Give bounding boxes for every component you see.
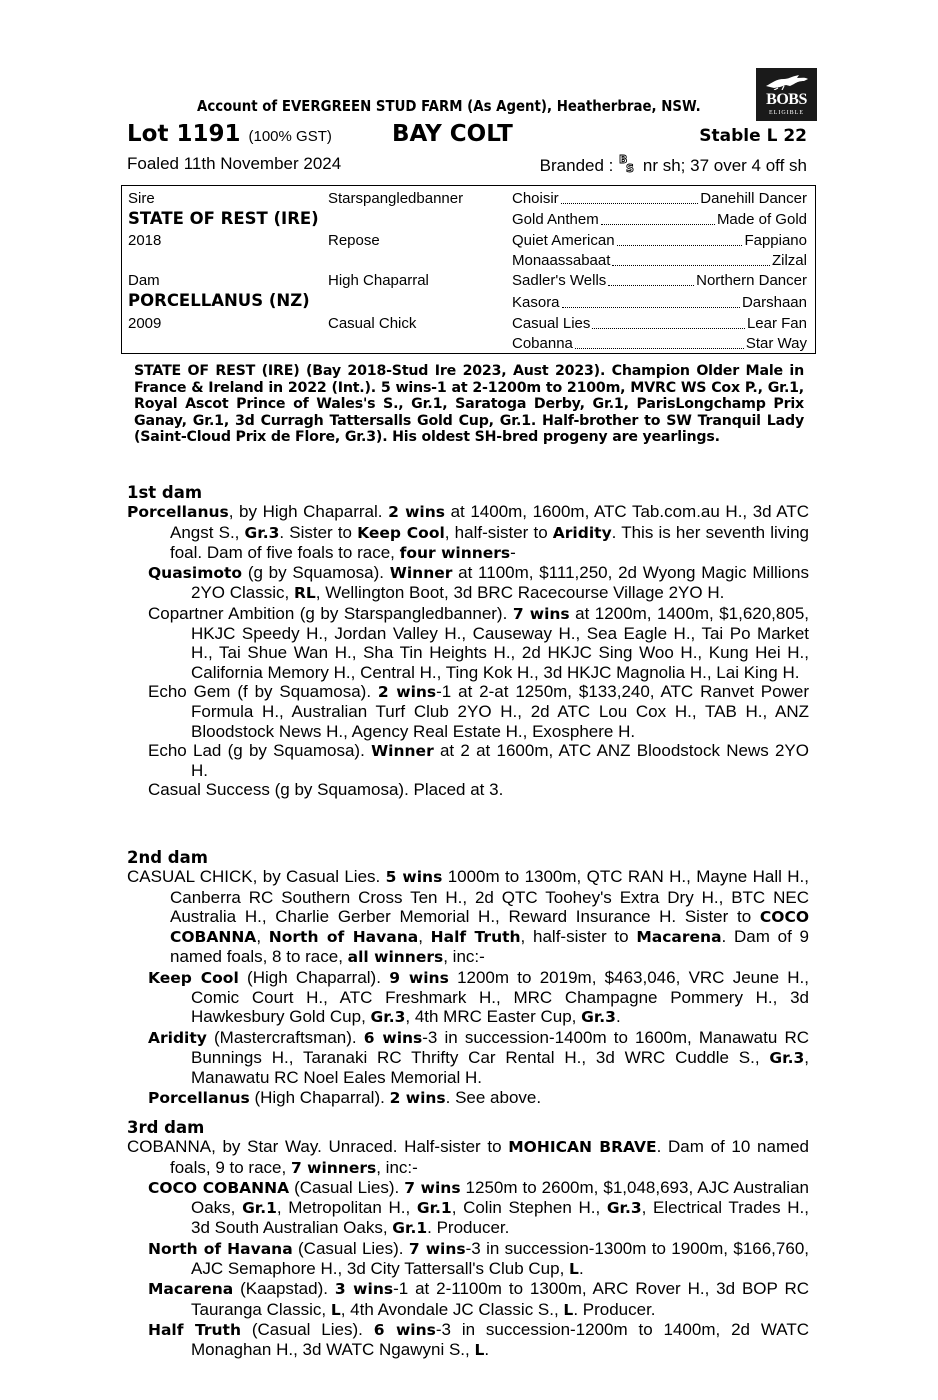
bold-text: MOHICAN BRAVE — [508, 1138, 657, 1157]
brand-mark-icon — [618, 153, 638, 173]
ancestor-dam: Zilzal — [771, 252, 807, 269]
bold-text: Half Truth — [430, 928, 521, 947]
bold-text: Porcellanus — [127, 503, 229, 522]
bold-text: Gr.1 — [242, 1199, 277, 1218]
bold-text: all winners — [347, 948, 444, 967]
ancestor-sire: Choisir — [512, 190, 559, 207]
ancestor-dam: Lear Fan — [746, 315, 807, 332]
bold-text: 6 wins — [363, 1028, 423, 1047]
ancestor-sire: Monaassabaat — [512, 252, 611, 269]
bold-text: COCO COBANNA — [170, 907, 809, 947]
ancestor-sire: Sadler's Wells — [512, 272, 607, 289]
bold-text: Gr.3 — [606, 1199, 642, 1218]
progeny-entry: Aridity (Mastercraftsman). 6 wins-3 in succession-1400m to 1600m, Manawatu RC Bunnings H., Taranaki RC Thrifty Car Rental H., 3d WRC Cuddle S., Gr.3, Manawatu RC Noel Eales Memorial H. — [148, 1027, 809, 1088]
sex-colour: BAY COLT — [392, 121, 513, 147]
vendor-account: Account of EVERGREEN STUD FARM (As Agent), Heatherbrae, NSW. — [197, 97, 701, 115]
bold-text: four winners — [399, 543, 511, 562]
ancestor-row — [512, 272, 807, 290]
sire-summary: STATE OF REST (IRE) (Bay 2018-Stud Ire 2023, Aust 2023). Champion Older Male in France & Ireland in 2022 (Int.). 5 wins-1 at 2-1200m to 2100m, MVRC WS Cox P., Gr.1, Royal Ascot Prince of Wales's S., Gr.1, Saratoga Derby, Gr.1, ParisLongchamp Prix Ganay, Gr.1, 3d Curragh Tattersalls Gold Cup, Gr.1. Half-brother to SW Tranquil Lady (Saint-Cloud Prix de Flore, Gr.3). His oldest SH-bred progeny are yearlings. — [134, 363, 804, 445]
bold-text: 6 wins — [373, 1320, 436, 1339]
logo-subtext: ELIGIBLE — [769, 110, 804, 116]
ancestor-row — [512, 315, 807, 333]
racehorse-icon — [764, 74, 809, 90]
bold-text: Gr.1 — [392, 1219, 428, 1238]
bold-text: North of Havana — [268, 928, 419, 947]
sire-year: 2018 — [128, 232, 162, 249]
progeny-entry: Macarena (Kaapstad). 3 wins-1 at 2-1100m to 1300m, ARC Rover H., 3d BOP RC Tauranga Classic, L, 4th Avondale JC Classic S., L. Producer. — [148, 1279, 809, 1319]
progeny-entry: Copartner Ambition (g by Starspangledbanner). 7 wins at 1200m, 1400m, $1,620,805, HKJC Speedy H., Jordan Valley H., Causeway H., Sea Eagle H., Tai Po Market H., Tai Shue Wan H., Sha Tin Heights H., 2d HKJC Sing Woo H., Kung Hei H., California Memory H., Central H., Ting Kok H., 3d HKJC Magnolia H., Lai King H. — [148, 603, 809, 682]
ancestor-sire: Quiet American — [512, 232, 615, 249]
lot-number-text: Lot 1191 — [127, 121, 241, 147]
progeny-entry: Casual Success (g by Squamosa). Placed at 3. — [148, 780, 504, 800]
ancestor-dam: Fappiano — [744, 232, 807, 249]
bold-text: 2 wins — [377, 682, 437, 701]
bold-text: L — [330, 1300, 341, 1319]
section-heading: 2nd dam — [127, 848, 208, 867]
bold-text: Gr.3 — [244, 523, 280, 542]
ancestor-row — [512, 294, 807, 312]
ancestor-sire: Gold Anthem — [512, 211, 599, 228]
branded-label: Branded : — [539, 156, 614, 175]
ancestor-dam: Made of Gold — [716, 211, 807, 228]
bold-text: 5 wins — [385, 868, 443, 887]
ancestor-row — [512, 190, 807, 208]
sire-label: Sire — [128, 190, 155, 207]
progeny-entry: Echo Lad (g by Squamosa). Winner at 2 at 1600m, ATC ANZ Bloodstock News 2YO H. — [148, 740, 809, 781]
bold-text: Winner — [389, 564, 453, 583]
pedigree-table — [121, 185, 816, 354]
bold-text: 3 wins — [334, 1280, 394, 1299]
section-heading: 3rd dam — [127, 1118, 205, 1137]
bold-text: 2 wins — [388, 503, 445, 522]
ancestor-sire: Cobanna — [512, 335, 573, 352]
ancestor-dam: Danehill Dancer — [700, 190, 807, 207]
second-dam-section — [127, 848, 809, 1108]
ancestor-dam: Darshaan — [741, 294, 807, 311]
lot-line — [127, 121, 807, 153]
ancestor-row — [512, 252, 807, 270]
progeny-entry: Half Truth (Casual Lies). 6 wins-3 in succession-1200m to 1400m, 2d WATC Monaghan H., 3d WATC Ngawyni S., L. — [148, 1319, 809, 1360]
bold-text: Keep Cool — [357, 523, 445, 542]
bold-text: Half Truth — [148, 1320, 241, 1339]
gst-note: (100% GST) — [248, 128, 332, 145]
progeny-entry: Echo Gem (f by Squamosa). 2 wins-1 at 2-at 1250m, $133,240, ATC Ranvet Power Formula H., Australian Turf Club 2YO H., 2d ATC Lou Cox H., TAB H., ANZ Bloodstock News H., Agency Real Estate H., Exosphere H. — [148, 681, 809, 741]
dam-summary: Porcellanus, by High Chaparral. 2 wins at 1400m, 1600m, ATC Tab.com.au H., 3d ATC Angst S., Gr.3. Sister to Keep Cool, half-sister to Aridity. This is her seventh living foal. Dam of five foals to race, four winners- — [127, 502, 810, 562]
bold-text: Gr.3 — [581, 1008, 616, 1027]
foaled-date: Foaled 11th November 2024 — [127, 154, 342, 173]
progeny-entry: COCO COBANNA (Casual Lies). 7 wins 1250m to 2600m, $1,048,693, AJC Australian Oaks, Gr.1, Metropolitan H., Gr.1, Colin Stephen H., Gr.3, Electrical Trades H., 3d South Australian Oaks, Gr.1. Producer. — [148, 1177, 810, 1238]
sire-sire: Starspangledbanner — [328, 190, 464, 207]
sire-dam: Repose — [328, 232, 380, 249]
bold-text: North of Havana — [148, 1239, 293, 1258]
progeny-entry: Quasimoto (g by Squamosa). Winner at 1100m, $111,250, 2d Wyong Magic Millions 2YO Classic, RL, Wellington Boot, 3d BRC Racecourse Village 2YO H. — [148, 563, 809, 603]
bold-text: Macarena — [148, 1280, 234, 1299]
bold-text: Winner — [371, 741, 434, 760]
ancestor-sire: Casual Lies — [512, 315, 591, 332]
bold-text: L — [569, 1260, 579, 1279]
ancestor-sire: Kasora — [512, 294, 560, 311]
dam-label: Dam — [128, 272, 160, 289]
bold-text: Gr.1 — [416, 1199, 452, 1218]
stable-location: Stable L 22 — [699, 126, 807, 146]
first-dam-section — [127, 483, 809, 800]
sire-name: STATE OF REST (IRE) — [128, 209, 319, 228]
ancestor-row — [512, 232, 807, 250]
svg-text:B: B — [619, 153, 628, 166]
progeny-entry: Porcellanus (High Chaparral). 2 wins. See above. — [148, 1087, 542, 1107]
bold-text: 7 wins — [404, 1178, 461, 1197]
bold-text: L — [474, 1341, 485, 1360]
dam-summary: CASUAL CHICK, by Casual Lies. 5 wins 1000m to 1300m, QTC RAN H., Mayne Hall H., Canberra RC Southern Cross Ten H., 2d QTC Toohey's Extra Dry H., BTC NEC Australia H., Charlie Gerber Memorial H., Reward Insurance H. Sister to COCO COBANNA, North of Havana, Half Truth, half-sister to Macarena. Dam of 9 named foals, 8 to race, all winners, inc:- — [127, 867, 809, 967]
bold-text: 7 wins — [408, 1239, 466, 1258]
lot-number — [127, 121, 332, 147]
bold-text: 7 wins — [512, 604, 570, 623]
branding — [540, 153, 807, 176]
bold-text: L — [563, 1300, 574, 1319]
logo-text: BOBS — [766, 91, 807, 108]
bold-text: RL — [293, 584, 316, 603]
dam-name: PORCELLANUS (NZ) — [128, 291, 310, 310]
ancestor-dam: Northern Dancer — [696, 272, 807, 289]
ancestor-row — [512, 211, 807, 229]
progeny-entry: Keep Cool (High Chaparral). 9 wins 1200m to 2019m, $463,046, VRC Jeune H., Comic Court H., ATC Freshmark H., MRC Champagne Pommery H., 3d Hawkesbury Gold Cup, Gr.3, 4th MRC Easter Cup, Gr.3. — [148, 967, 810, 1027]
dam-year: 2009 — [128, 315, 162, 332]
bold-text: Keep Cool — [148, 968, 239, 987]
ancestor-row — [512, 335, 807, 353]
dam-dam: Casual Chick — [328, 315, 417, 332]
bold-text: 7 winners — [290, 1158, 377, 1177]
dam-summary: COBANNA, by Star Way. Unraced. Half-sister to MOHICAN BRAVE. Dam of 10 named foals, 9 to race, 7 winners, inc:- — [127, 1137, 810, 1177]
progeny-entry: North of Havana (Casual Lies). 7 wins-3 in succession-1300m to 1900m, $166,760, AJC Semaphore H., 3d City Tattersall's Club Cup, L. — [148, 1238, 809, 1279]
bold-text: Gr.3 — [769, 1048, 805, 1067]
dam-sire: High Chaparral — [328, 272, 429, 289]
bold-text: Aridity — [552, 523, 612, 542]
bold-text: COCO COBANNA — [148, 1178, 290, 1197]
bobs-eligible-logo — [756, 68, 817, 121]
section-heading: 1st dam — [127, 483, 203, 502]
bold-text: Porcellanus — [148, 1088, 250, 1107]
ancestor-dam: Star Way — [745, 335, 807, 352]
third-dam-section — [127, 1118, 809, 1361]
bold-text: Macarena — [636, 928, 722, 947]
bold-text: 9 wins — [389, 968, 449, 987]
brand-description: nr sh; 37 over 4 off sh — [642, 156, 807, 175]
bold-text: Aridity — [148, 1028, 207, 1047]
svg-text:S: S — [626, 162, 635, 173]
bold-text: Gr.3 — [370, 1008, 406, 1027]
bold-text: Quasimoto — [148, 564, 243, 583]
bold-text: 2 wins — [389, 1088, 446, 1107]
